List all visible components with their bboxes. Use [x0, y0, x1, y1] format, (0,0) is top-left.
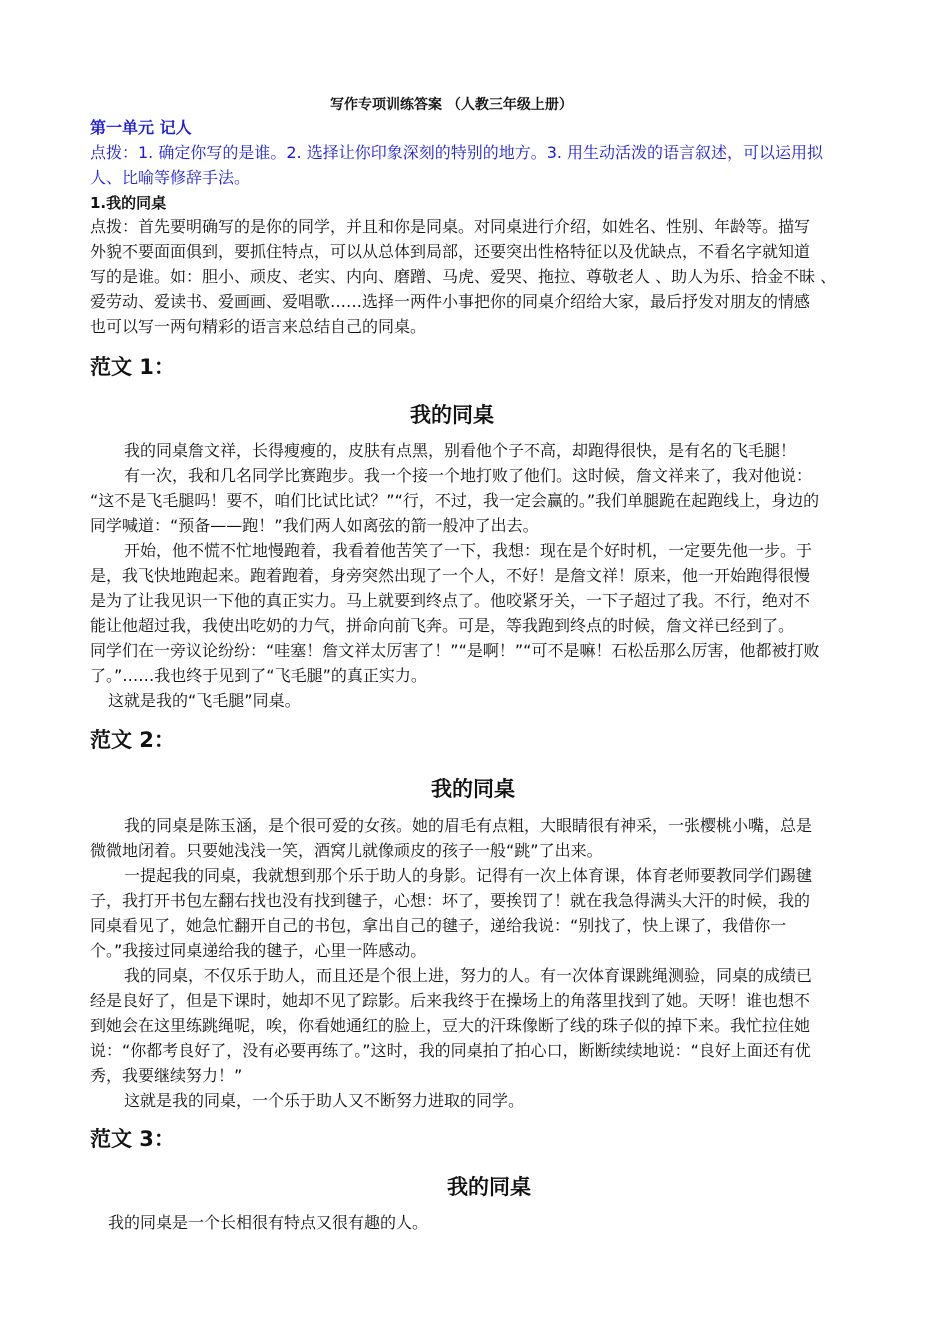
section-heading: 1.我的同桌 — [90, 194, 167, 212]
essay-title-1: 我的同桌 — [410, 403, 494, 427]
section-tip-line: 外貌不要面面俱到，要抓住特点，可以从总体到局部，还要突出性格特征以及优缺点，不看名字就知道 — [90, 242, 811, 261]
document-title: 写作专项训练答案 （人教三年级上册） — [330, 97, 573, 113]
essay1-line: “这不是飞毛腿吗！要不，咱们比试比试？”“行，不过，我一定会赢的。”我们单腿跪在起跑线上，身边的 — [90, 491, 820, 510]
essay2-line: 说：“你都考良好了，没有必要再练了。”这时，我的同桌拍了拍心口，断断续续地说：“良好上面还有优 — [90, 1041, 811, 1060]
essay1-line: 开始，他不慌不忙地慢跑着，我看着他苦笑了一下，我想：现在是个好时机，一定要先他一步。于 — [124, 541, 813, 560]
essay2-line: 这就是我的同桌，一个乐于助人又不断努力进取的同学。 — [124, 1091, 525, 1110]
essay1-line: 是，我飞快地跑起来。跑着跑着，身旁突然出现了一个人，不好！是詹文祥！原来，他一开始跑得很慢 — [90, 566, 811, 585]
essay-title-3: 我的同桌 — [447, 1175, 531, 1199]
essay3-line: 我的同桌是一个长相很有特点又很有趣的人。 — [108, 1213, 429, 1232]
essay2-line: 到她会在这里练跳绳呢，唉，你看她通红的脸上，豆大的汗珠像断了线的珠子似的掉下来。我忙拉住她 — [90, 1016, 811, 1035]
essay-label-1: 范文 1： — [90, 355, 175, 379]
essay1-line: 同学们在一旁议论纷纷：“哇塞！詹文祥太厉害了！”“是啊！”“可不是嘛！石松岳那么厉害，他都被打败 — [90, 641, 820, 660]
essay1-line: 了。”……我也终于见到了“飞毛腿”的真正实力。 — [90, 666, 427, 685]
section-tip-line: 写的是谁。如：胆小、顽皮、老实、内向、磨蹭、马虎、爱哭、拖拉、尊敬老人 、助人为乐、拾金不昧 、 — [90, 267, 837, 286]
essay2-line: 微微地闭着。只要她浅浅一笑，酒窝儿就像顽皮的孩子一般“跳”了出来。 — [90, 841, 603, 860]
essay1-line: 这就是我的“飞毛腿”同桌。 — [108, 691, 301, 710]
unit-tip-line-2: 人、比喻等修辞手法。 — [90, 168, 251, 187]
section-tip-line: 爱劳动、爱读书、爱画画、爱唱歌……选择一两件小事把你的同桌介绍给大家，最后抒发对朋友的情感 — [90, 292, 811, 311]
essay2-line: 秀，我要继续努力！” — [90, 1066, 243, 1085]
essay1-line: 有一次，我和几名同学比赛跑步。我一个接一个地打败了他们。这时候，詹文祥来了，我对他说： — [124, 466, 813, 485]
essay2-line: 一提起我的同桌，我就想到那个乐于助人的身影。记得有一次上体育课，体育老师要教同学们踢毽 — [124, 866, 813, 885]
essay1-line: 是为了让我见识一下他的真正实力。马上就要到终点了。他咬紧牙关，一下子超过了我。不行，绝对不 — [90, 591, 811, 610]
essay-label-3: 范文 3： — [90, 1127, 175, 1151]
essay2-line: 个。”我接过同桌递给我的毽子，心里一阵感动。 — [90, 941, 427, 960]
unit-heading: 第一单元 记人 — [90, 118, 192, 137]
essay-title-2: 我的同桌 — [431, 777, 515, 801]
essay-label-2: 范文 2： — [90, 728, 175, 752]
essay2-line: 我的同桌是陈玉涵，是个很可爱的女孩。她的眉毛有点粗，大眼睛很有神采，一张樱桃小嘴，总是 — [124, 816, 813, 835]
unit-tip-line-1: 点拨：1. 确定你写的是谁。2. 选择让你印象深刻的特别的地方。3. 用生动活泼的语言叙述，可以运用拟 — [90, 143, 824, 162]
section-tip-line: 也可以写一两句精彩的语言来总结自己的同桌。 — [90, 317, 427, 336]
essay2-line: 我的同桌，不仅乐于助人，而且还是个很上进，努力的人。有一次体育课跳绳测验，同桌的成绩已 — [124, 966, 813, 985]
essay2-line: 子，我打开书包左翻右找也没有找到毽子，心想：坏了，要挨罚了！就在我急得满头大汗的时候，我的 — [90, 891, 811, 910]
essay2-line: 经是良好了，但是下课时，她却不见了踪影。后来我终于在操场上的角落里找到了她。天呀！谁也想不 — [90, 991, 811, 1010]
essay1-line: 我的同桌詹文祥，长得瘦瘦的，皮肤有点黑，别看他个子不高，却跑得很快，是有名的飞毛腿！ — [124, 441, 797, 460]
essay2-line: 同桌看见了，她急忙翻开自己的书包，拿出自己的毽子，递给我说：“别找了，快上课了，我借你一 — [90, 916, 787, 935]
essay1-line: 同学喊道：“预备——跑！”我们两人如离弦的箭一般冲了出去。 — [90, 516, 539, 535]
essay1-line: 能让他超过我，我使出吃奶的力气，拼命向前飞奔。可是，等我跑到终点的时候，詹文祥已经到了。 — [90, 616, 795, 635]
section-tip-line: 点拨：首先要明确写的是你的同学，并且和你是同桌。对同桌进行介绍，如姓名、性别、年龄等。描写 — [90, 217, 811, 236]
